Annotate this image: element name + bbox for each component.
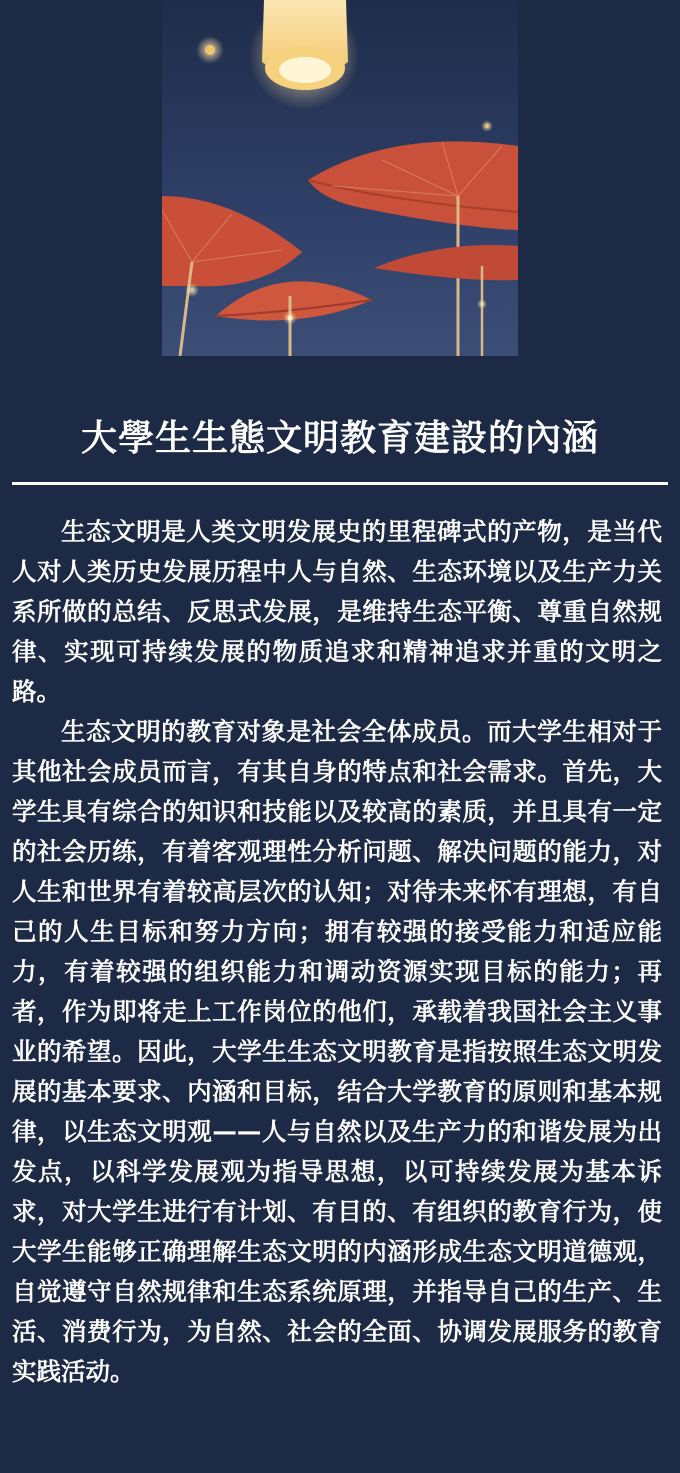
page-title: 大學生生態文明教育建設的內涵 <box>80 417 599 459</box>
paragraph: 生态文明是人类文明发展史的里程碑式的产物，是当代人对人类历史发展历程中人与自然、生态环境以及生产力关系所做的总结、反思式发展，是维持生态平衡、尊重自然规律、实现可持续发展的物质追求和精神追求并重的文明之路。 <box>12 517 662 706</box>
sky-lantern <box>249 0 359 110</box>
lantern-umbrella-illustration <box>162 0 518 356</box>
paragraph: 生态文明的教育对象是社会全体成员。而大学生相对于其他社会成员而言，有其自身的特点和社会需求。首先，大学生具有综合的知识和技能以及较高的素质，并且具有一定的社会历练，有着客观理性分析问题、解决问题的能力，对人生和世界有着较高层次的认知；对待未来怀有理想，有自己的人生目标和努力方向；拥有较强的接受能力和适应能力，有着较强的组织能力和调动资源实现目标的能力；再者，作为即将走上工作岗位的他们，承载着我国社会主义事业的希望。因此，大学生生态文明教育是指按照生态文明发展的基本要求、内涵和目标，结合大学教育的原则和基本规律，以生态文明观——人与自然以及生产力的和谐发展为出发点，以科学发展观为指导思想，以可持续发展为基本诉求，对大学生进行有计划、有目的、有组织的教育行为，使大学生能够正确理解生态文明的内涵形成生态文明道德观，自觉遵守自然规律和生态系统原理，并指导自己的生产、生活、消费行为，为自然、社会的全面、协调发展服务的教育实践活动。 <box>12 717 662 1386</box>
hero-image <box>162 0 518 356</box>
title-divider <box>12 482 668 485</box>
article-body <box>12 512 662 1392</box>
